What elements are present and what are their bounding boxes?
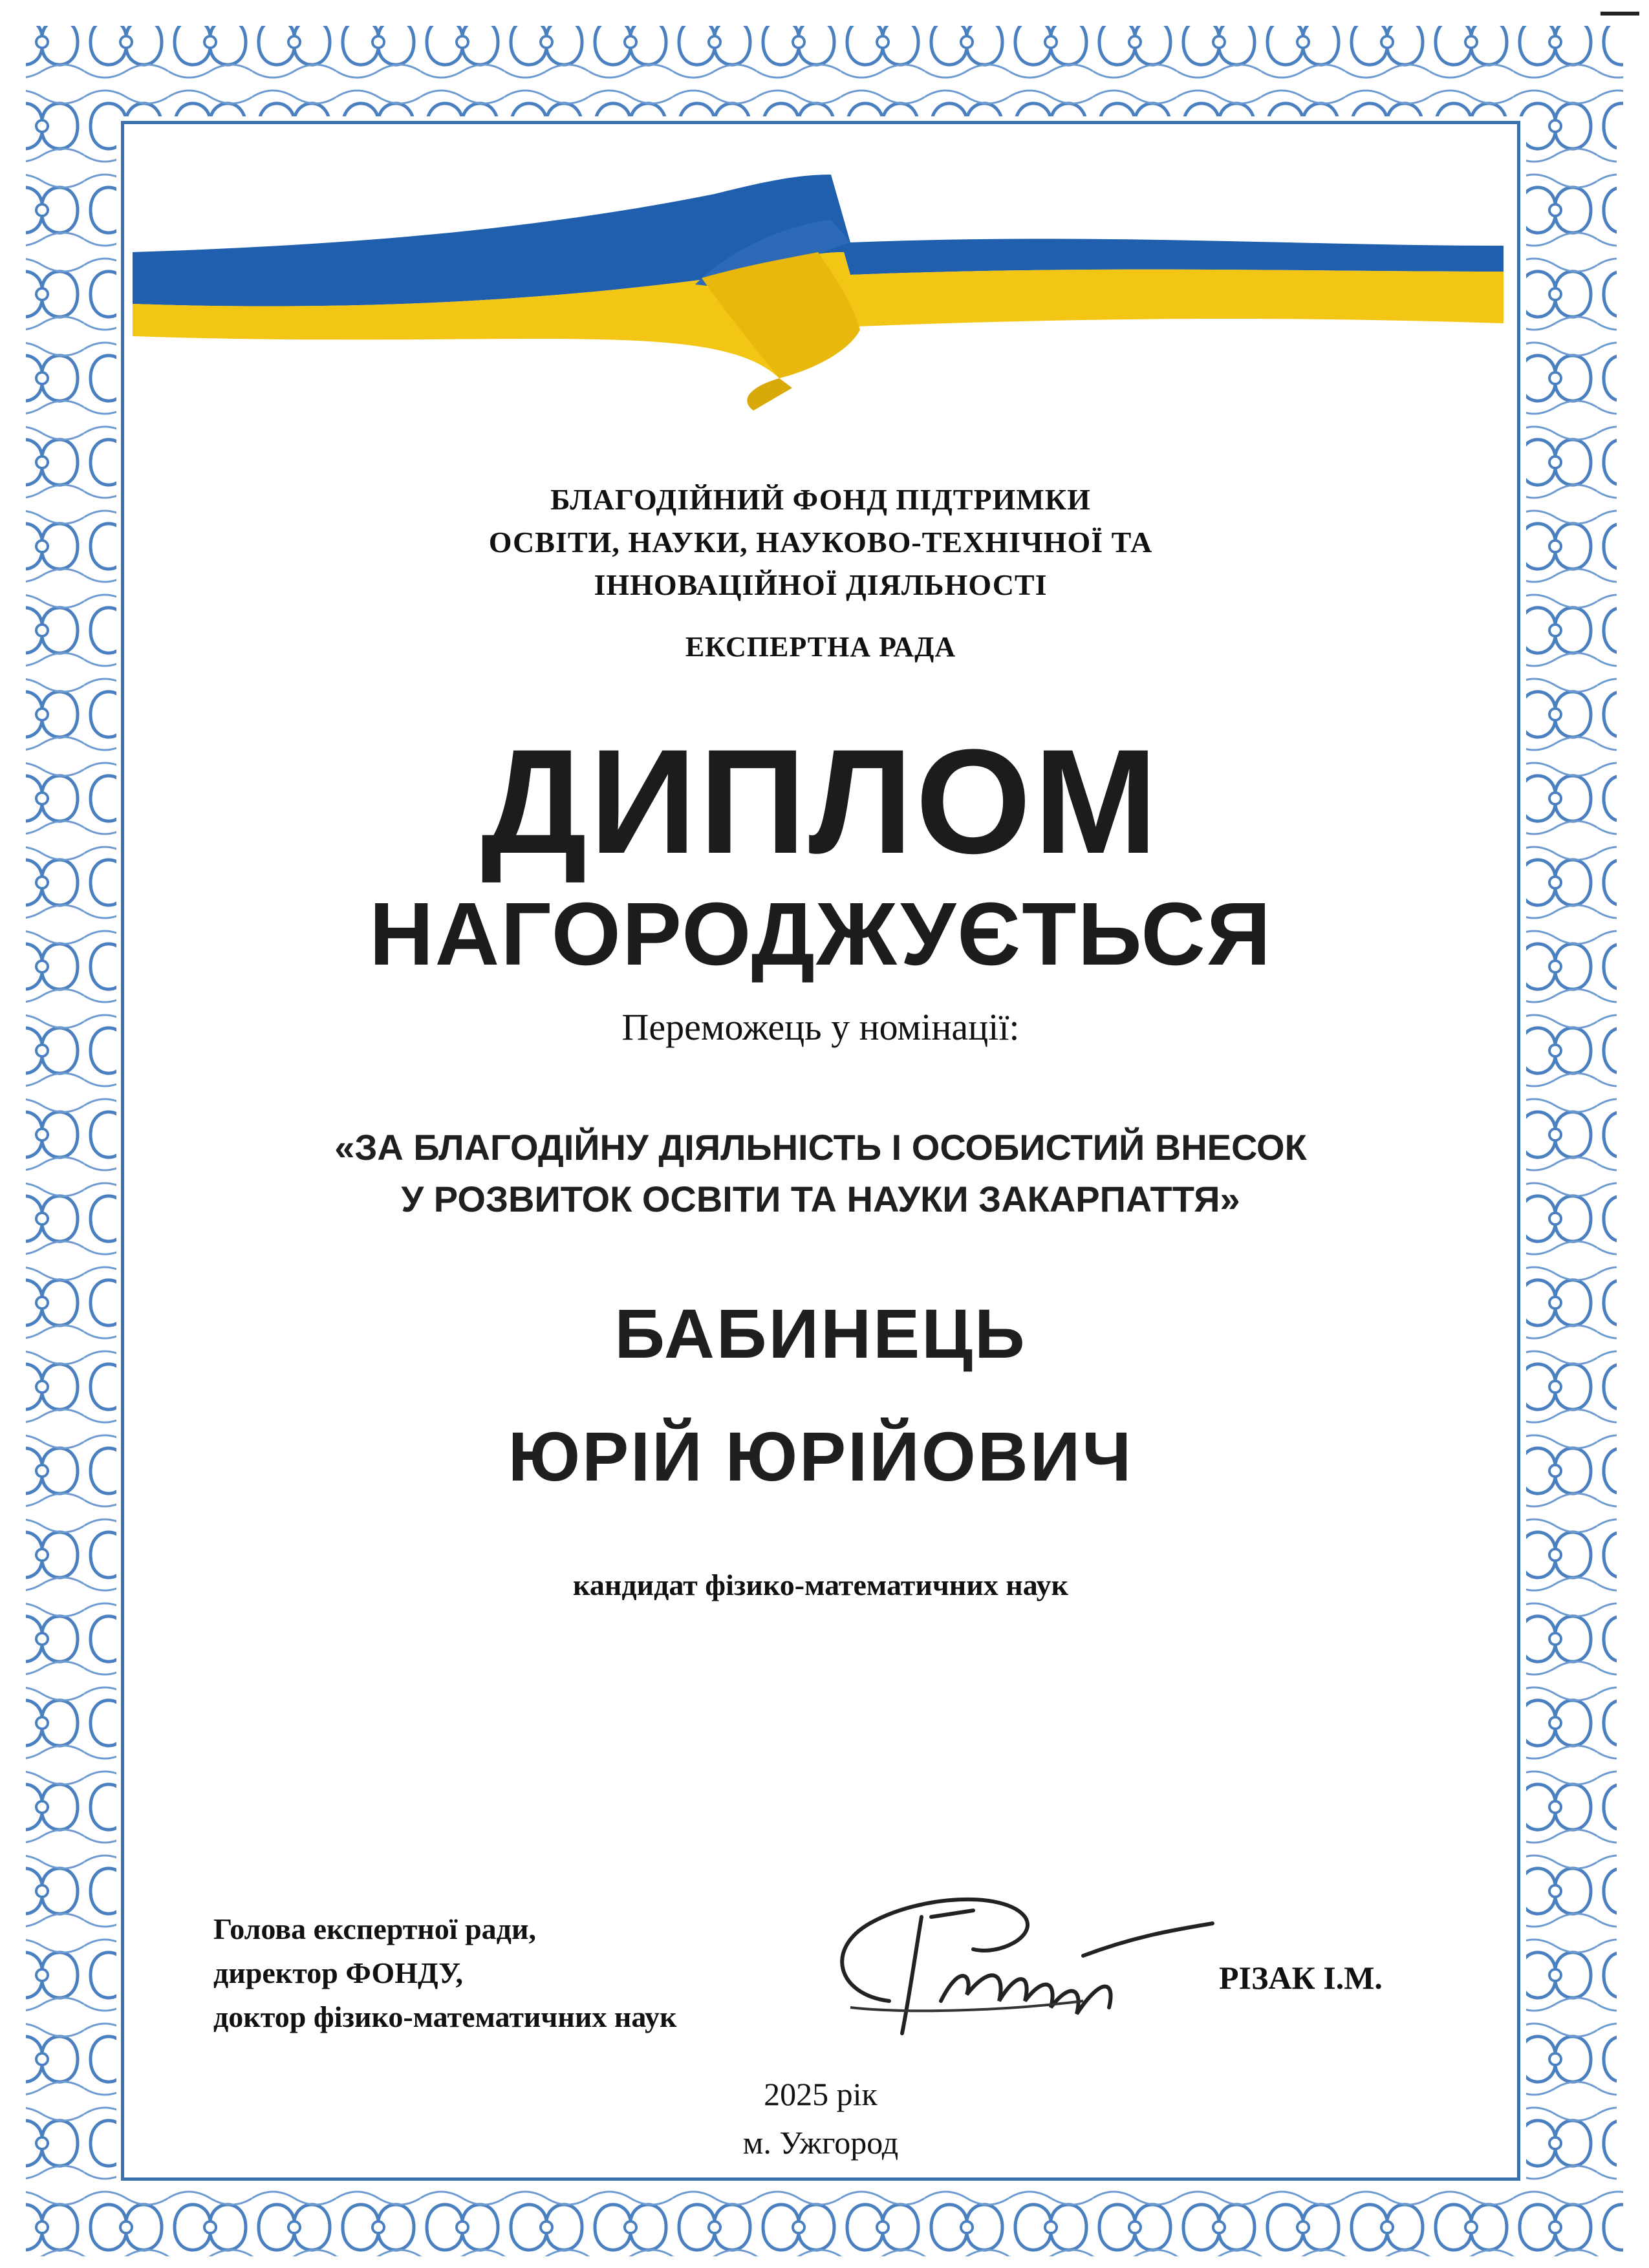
signer-line-3: доктор фізико-математичних наук (213, 2000, 677, 2033)
signer-line-1: Голова експертної ради, (213, 1912, 536, 1945)
signer-title (213, 1907, 677, 2039)
ukrainian-ribbon-graphic (133, 155, 1503, 427)
issue-city: м. Ужгород (742, 2124, 899, 2161)
recipient-degree: кандидат фізико-математичних наук (573, 1568, 1068, 1601)
nomination-line-1: «ЗА БЛАГОДІЙНУ ДІЯЛЬНІСТЬ І ОСОБИСТИЙ ВНЕСОК (334, 1127, 1307, 1168)
organization-line-3: ІННОВАЦІЙНОЇ ДІЯЛЬНОСТІ (594, 568, 1048, 601)
nomination-text (121, 1122, 1520, 1225)
awarded-heading: НАГОРОДЖУЄТЬСЯ (369, 884, 1273, 984)
recipient-name: ЮРІЙ ЮРІЙОВИЧ (508, 1417, 1134, 1495)
organization-line-1: БЛАГОДІЙНИЙ ФОНД ПІДТРИМКИ (550, 483, 1091, 516)
nomination-label: Переможець у номінації: (621, 1006, 1020, 1048)
council-name: ЕКСПЕРТНА РАДА (685, 631, 956, 663)
signer-name: РІЗАК І.М. (1219, 1960, 1383, 1996)
nomination-line-2: У РОЗВИТОК ОСВІТИ ТА НАУКИ ЗАКАРПАТТЯ» (401, 1179, 1240, 1219)
issue-year: 2025 рік (764, 2076, 878, 2112)
recipient-surname: БАБИНЕЦЬ (614, 1294, 1027, 1373)
organization-line-2: ОСВІТИ, НАУКИ, НАУКОВО-ТЕХНІЧНОЇ ТА (488, 526, 1153, 559)
handwritten-signature (812, 1878, 1238, 2059)
signer-line-2: директор ФОНДУ, (213, 1956, 463, 1989)
organization-name (121, 478, 1520, 606)
diploma-title: ДИПЛОМ (480, 718, 1161, 884)
